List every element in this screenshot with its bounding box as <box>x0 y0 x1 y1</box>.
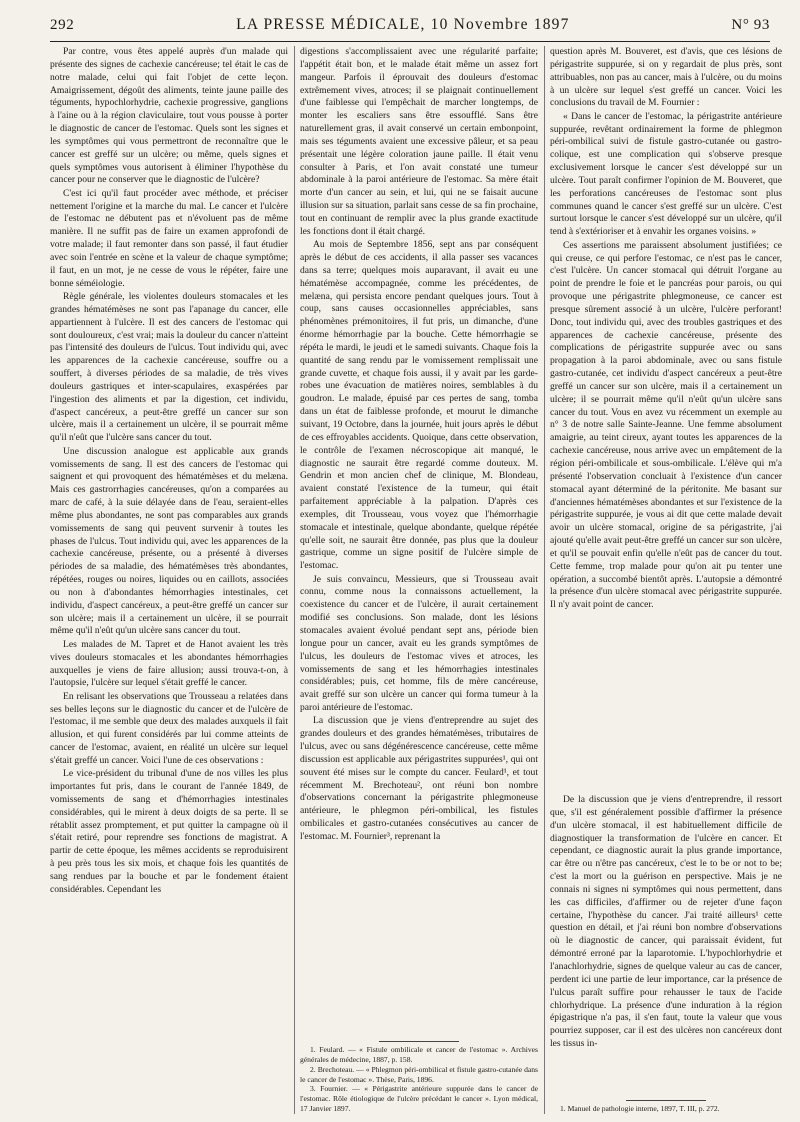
paragraph: Par contre, vous êtes appelé auprès d'un malade qui présente des signes de cachexie cancéreuse; tel était le cas de notre malade, celui qui fait l'objet de cette leçon. Amaigrissement, dégoût des aliments, teinte jaune paille des téguments, hypochlorhydrie, cachexie progressive, ganglions à l'aine ou à la région claviculaire, tout vous pousse à porter le diagnostic de cancer de l'estomac. Quels sont les signes et les symptômes qui vous permettront de reconnaître que le cancer est greffé sur un ulcère; ou même, quels signes et quels symptômes vous autorisent à éliminer l'hypothèse du cancer pour ne conserver que le diagnostic de l'ulcère? <box>50 46 288 186</box>
column-divider-2 <box>544 46 545 1114</box>
paragraph: Au mois de Septembre 1856, sept ans par conséquent après le début de ces accidents, il alla passer ses vacances dans sa terre; quelques mois auparavant, il avait eu une hématémèse accompagnée, comme les précédentes, de melæna, qui persista encore pendant quelques jours. Tout à coup, sans causes occasionnelles appréciables, sans phénomènes prémonitoires, il fut pris, un dimanche, d'une énorme hémorrhagie par la bouche. Cette hémorrhagie se répéta le mardi, le jeudi et le samedi suivants. Chaque fois la quantité de sang rendu par le vomissement remplissait une grande cuvette, et chaque fois aussi, il y avait par les garde-robes une évacuation de matières noires, semblables à du goudron. Le malade, épuisé par ces pertes de sang, tomba dans un état de faiblesse profonde, et mourut le dimanche suivant, 19 Octobre, dans la journée, huit jours après le début de ces effroyables accidents. Quoique, dans cette observation, le contrôle de l'examen nécroscopique ait manqué, le diagnostic ne saurait être regardé comme douteux. M. Gendrin et mon ancien chef de clinique, M. Blondeau, avaient constaté l'existence de la tumeur, qui était parfaitement appréciable à la palpation. D'après ces exemples, dit Trousseau, vous voyez que l'hémorrhagie stomacale et intestinale, quelque abondante, quelque répétée qu'elle soit, ne saurait être donnée, pas plus que la douleur gastrique, comme un signe positif de l'ulcère simple de l'estomac. <box>300 239 538 572</box>
issue-number: N° 93 <box>731 17 770 33</box>
paragraph: Une discussion analogue est applicable aux grands vomissements de sang. Il est des cancers de l'estomac qui saignent et qui provoquent des hématémèses et du melæna. Mais ces gastrorrhagies cancéreuses, qu'on a comparées au marc de café, à la suie délayée dans de l'eau, seraient-elles même plus abondantes, ne sont pas comparables aux grands vomissements de sang qui peuvent survenir à toutes les phases de l'ulcus. Tout individu qui, avec les apparences de la cachexie cancéreuse, présente, ou a présenté à diverses périodes de sa maladie, des hématémèses très abondantes, répétées, rouges ou noires, liquides ou en caillots, associées ou non à d'abondantes hémorrhagies intestinales, cet individu, d'aspect cancéreux, a peut-être greffé un cancer sur son ulcère; mais il a certainement un ulcère, il se pourrait même qu'il n'eût qu'un ulcère sans cancer du tout. <box>50 445 288 637</box>
column-2-body <box>300 46 538 1052</box>
footnote: 2. Brechoteau. — « Phlegmon péri-ombilical et fistule gastro-cutanée dans le cancer de l'estomac ». Thèse, Paris, 1896. <box>300 1064 538 1084</box>
paragraph: Je suis convaincu, Messieurs, que si Trousseau avait connu, comme nous la connaissons actuellement, la coexistence du cancer et de l'ulcère, il aurait certainement modifié ses conclusions. Son malade, dont les lésions stomacales avaient évolué pendant sept ans, période bien longue pour un cancer, avait eu les grands symptômes de l'ulcus, les douleurs de l'estomac vives et atroces, les vomissements de sang et les hémorrhagies intestinales considérables; puis, cet homme, fils de mère cancéreuse, avait greffé sur son ulcère un cancer qui forma tumeur à la paroi antérieure de l'estomac. <box>300 573 538 714</box>
paragraph: C'est ici qu'il faut procéder avec méthode, et préciser nettement l'origine et la marche du mal. Le cancer et l'ulcère de l'estomac ne débutent pas et n'évoluent pas de même manière. Il ne suffit pas de faire un examen approfondi de votre malade; il faut remonter dans son passé, il faut étudier avec soin l'entrée en scène et la valeur de chaque symptôme; il faut, en un mot, je ne cesse de vous le répéter, faire une bonne séméiologie. <box>50 187 288 289</box>
column-2 <box>300 46 538 1116</box>
paragraph: Les malades de M. Tapret et de Hanot avaient les très vives douleurs stomacales et les abondantes hémorrhagies auxquelles je viens de faire allusion; aussi trouva-t-on, à l'autopsie, l'ulcère sur lequel s'était greffé le cancer. <box>50 638 288 689</box>
paragraph: Règle générale, les violentes douleurs stomacales et les grandes hématémèses ne sont pas l'apanage du cancer, elle appartiennent à l'ulcère. Il est des cancers de l'estomac qui sont douloureux, c'est vrai; mais la douleur du cancer n'atteint pas l'intensité des douleurs de l'ulcus. Tout individu qui, avec les apparences de la cachexie cancéreuse, souffre ou a souffert, à diverses périodes de sa maladie, de très vives douleurs gastriques et inter-scapulaires, exaspérées par l'ingestion des aliments et par la digestion, cet individu, d'aspect cancéreux, a peut-être greffé un cancer sur son ulcère, mais il a certainement un ulcère, il se pourrait même qu'il n'eût que l'ulcère sans cancer du tout. <box>50 291 288 444</box>
column-2-footnotes <box>300 1041 538 1114</box>
footnote: 3. Fournier. — « Périgastrite antérieure suppurée dans le cancer de l'estomac. Rôle étiologique de l'ulcère précédant le cancer ». Lyon médical, 17 Janvier 1897. <box>300 1084 538 1114</box>
paragraph: Ces assertions me paraissent absolument justifiées; ce qui creuse, ce qui perfore l'estomac, ce n'est pas le cancer, c'est l'ulcère. Un cancer stomacal qui détruit l'organe au point de prendre le foie et le pancréas pour parois, ou qui provoque une périgastrite phlegmoneuse, ce cancer est presque sûrement associé à un ulcère, l'ulcère perforant! Donc, tout individu qui, avec des troubles gastriques et des apparences de cachexie cancéreuse, présente des complications de périgastrite suppurée avec ou sans propagation à la paroi abdominale, avec ou sans fistule gastro-cutanée, cet individu d'aspect cancéreux a peut-être greffé un cancer sur son ulcère, mais il a certainement un ulcère; il se pourrait même qu'il n'eût qu'un ulcère sans cancer du tout. Vous en avez vu récemment un exemple au n° 3 de notre salle Sainte-Jeanne. Une femme absolument amaigrie, au teint cireux, ayant toutes les apparences de la cachexie cancéreuse, nous arrive avec un empâtement de la région péri-ombilicale et sous-ombilicale. L'élève qui m'a présenté l'observation concluait à l'existence d'un cancer stomacal ayant déterminé de la péritonite. Me basant sur d'anciennes hématémèses abondantes et sur l'existence de la périgastrite suppurée, je vous ai dit que cette malade devait avoir un ulcère stomacal, origine de sa périgastrite, j'ai ajouté qu'elle avait peut-être greffé un cancer sur son ulcère, et qu'il se pouvait enfin qu'elle n'eût pas de cancer du tout. Cette femme, trop malade pour qu'on ait pu tenter une opération, a succombé bientôt après. L'autopsie a démontré la présence d'un ulcère stomacal avec périgastrite suppurée. Il n'y avait point de cancer. <box>550 239 782 611</box>
page-header <box>50 16 770 38</box>
page-number: 292 <box>50 17 75 33</box>
column-1 <box>50 46 288 1116</box>
column-3-footnotes <box>550 1100 782 1114</box>
paragraph: En relisant les observations que Trousseau a relatées dans ses belles leçons sur le diagnostic du cancer et de l'ulcère de l'estomac, il me semble que deux des malades auxquels il fait allusion, et qui furent considérés par lui comme atteints de cancer de l'estomac, avaient, en réalité un ulcère sur lequel s'était greffé un cancer. Voici l'une de ces observations : <box>50 690 288 766</box>
paragraph: question après M. Bouveret, est d'avis, que ces lésions de périgastrite suppurée, si on y regardait de plus près, sont attribuables, non pas au cancer, mais à l'ulcère, ou du moins à un ulcère sur lequel s'est greffé un cancer. Voici les conclusions du travail de M. Fournier : <box>550 46 782 109</box>
column-divider-1 <box>294 46 295 1114</box>
journal-title: LA PRESSE MÉDICALE, 10 Novembre 1897 <box>236 16 570 33</box>
footnote-rule <box>626 1100 706 1101</box>
paragraph: Le vice-président du tribunal d'une de nos villes les plus importantes fut pris, dans le courant de l'année 1849, de vomissements de sang et d'hémorrhagies intestinales considérables, qui le mirent à deux doigts de sa perte. Il se rétablit assez promptement, et put quitter la campagne où il s'était retiré, pour reprendre ses fonctions de magistrat. A partir de cette époque, les mêmes accidents se reproduisirent à peu près tous les six mois, et chaque fois les quantités de sang rendues par la bouche et par le fondement étaient considérables. Cependant les <box>50 768 288 895</box>
column-3-lower-body <box>550 794 782 1092</box>
paragraph: digestions s'accomplissaient avec une régularité parfaite; l'appétit était bon, et le malade était même un assez fort mangeur. Parfois il éprouvait des douleurs d'estomac extrêmement vives, atroces; il se plaignait continuellement d'une faiblesse qui l'empêchait de marcher longtemps, de monter les escaliers sans être essoufflé. Sans être naturellement gras, il avait conservé un certain embonpoint, mais ses téguments avaient une excessive pâleur, et sa peau présentait une légère coloration jaune paille. Il était venu consulter à Paris, et l'on avait constaté une tumeur abdominale à la paroi antérieure de l'estomac. Sa mère était morte d'un cancer au sein, et lui, qui ne se faisait aucune illusion sur sa situation, parlait sans cesse de sa fin prochaine, tout en continuant de remplir avec la plus grande exactitude les fonctions dont il était chargé. <box>300 46 538 237</box>
column-3-body <box>550 46 782 784</box>
paragraph: La discussion que je viens d'entreprendre au sujet des grandes douleurs et des grandes hématémèses, tributaires de l'ulcus, avec ou sans dégénérescence cancéreuse, cette même discussion est applicable aux périgastrites suppurées¹, qui ont souvent été mises sur le compte du cancer. Feulard¹, et tout récemment M. Brechoteau², ont réuni bon nombre d'observations concernant la périgastrite phlegmoneuse antérieure, le phlegmon péri-ombilical, les fistules ombilicales et gastro-cutanées consécutives au cancer de l'estomac. M. Fournier³, reprenant la <box>300 715 538 842</box>
paragraph: « Dans le cancer de l'estomac, la périgastrite antérieure suppurée, revêtant ordinairement la forme de phlegmon péri-ombilical suivi de fistule gastro-cutanée ou gastro-colique, est une complication qui s'observe presque exclusivement lorsque le cancer s'est développé sur un ulcère. Tout paraît confirmer l'opinion de M. Bouveret, que les perforations cancéreuses de l'estomac sont plus communes quand le cancer s'est greffé sur un ulcère. C'est surtout lorsque le cancer s'est développé sur un ulcère, qu'il tend à s'extérioriser et à envahir les organes voisins. » <box>550 110 782 238</box>
header-rule <box>50 41 770 42</box>
paragraph: De la discussion que je viens d'entreprendre, il ressort que, s'il est généralement possible d'affirmer la présence d'un ulcère stomacal, il est habituellement difficile de diagnostiquer la transformation de l'ulcère en cancer. Et cependant, ce diagnostic aurait la plus grande importance, car être ou n'être pas cancéreux, c'est le to be or not to be; c'est la mort ou la guérison en perspective. Mais je ne connais ni signes ni symptômes qui nous permettent, dans les cas difficiles, d'affirmer ou de rejeter d'une façon certaine, l'hypothèse du cancer. J'ai traité ailleurs¹ cette question en détail, et j'ai réuni bon nombre d'observations où le diagnostic de cancer, qui paraissait évident, fut démontré erroné par la laparotomie. L'hypochlorhydrie et l'anachlorhydrie, signes de quelque valeur au cas de cancer, perdent ici une partie de leur importance, car la présence de l'ulcus paraît suffire pour rehausser le taux de l'acide chlorhydrique. La présence d'une induration à la région épigastrique n'a pas, il s'en faut, toute la valeur que vous pourriez supposer, car il est des ulcères non cancéreux dont les tissus in- <box>550 794 782 1050</box>
footnote-rule <box>379 1041 459 1042</box>
footnote: 1. Manuel de pathologie interne, 1897, T. III, p. 272. <box>560 1104 720 1114</box>
column-3 <box>550 46 782 1116</box>
footnote: 1. Feulard. — « Fistule ombilicale et cancer de l'estomac ». Archives générales de médecine, 1887, p. 158. <box>300 1044 538 1064</box>
